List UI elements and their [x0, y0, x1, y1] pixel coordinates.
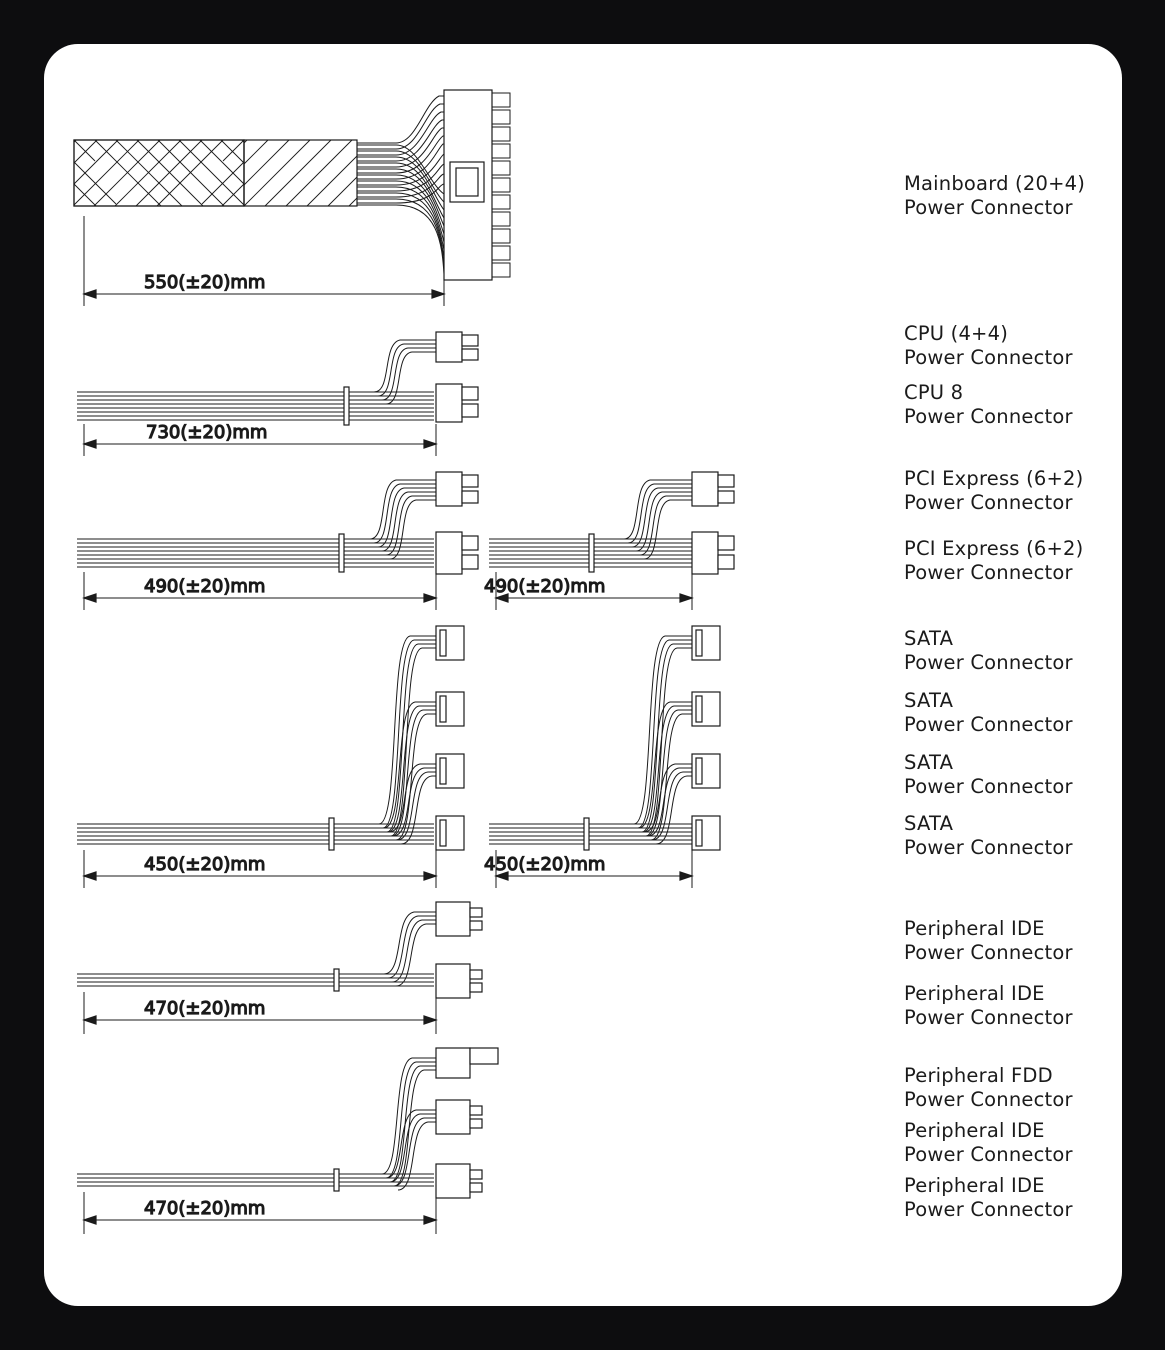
label-cpu-44 [904, 322, 1073, 369]
sata-left-cable-group [77, 626, 464, 888]
label-ide-1 [904, 917, 1073, 964]
label-sata-1-line2: Power Connector [904, 650, 1073, 674]
dim-sata-left: 450(±20)mm [144, 854, 266, 875]
label-ide-3-line1: Peripheral IDE [904, 1119, 1045, 1142]
dim-cpu: 730(±20)mm [146, 422, 268, 443]
label-fdd [904, 1064, 1073, 1111]
pcie-left-cable-group [77, 472, 478, 610]
label-ide-2-line1: Peripheral IDE [904, 982, 1045, 1005]
label-fdd-line2: Power Connector [904, 1087, 1073, 1111]
label-cpu-44-line2: Power Connector [904, 345, 1073, 369]
label-sata-3-line1: SATA [904, 751, 954, 774]
label-ide-4-line2: Power Connector [904, 1197, 1073, 1221]
cpu-cable-group [77, 332, 478, 456]
label-cpu-44-line1: CPU (4+4) [904, 322, 1009, 345]
ide-upper-cable-group [77, 902, 482, 1034]
label-pcie-2 [904, 537, 1083, 584]
label-sata-2 [904, 689, 1073, 736]
ide-lower-cable-group [77, 1048, 498, 1234]
label-pcie-1-line2: Power Connector [904, 490, 1073, 514]
diagram-card [44, 44, 1122, 1306]
label-sata-4-line2: Power Connector [904, 835, 1073, 859]
label-ide-1-line2: Power Connector [904, 940, 1073, 964]
label-ide-3 [904, 1119, 1073, 1166]
connector-label-column [904, 44, 1134, 1306]
label-sata-1-line1: SATA [904, 627, 954, 650]
label-mainboard-line2: Power Connector [904, 195, 1073, 219]
label-pcie-2-line1: PCI Express (6+2) [904, 537, 1084, 560]
label-ide-3-line2: Power Connector [904, 1142, 1073, 1166]
label-mainboard [904, 172, 1085, 219]
label-fdd-line1: Peripheral FDD [904, 1064, 1053, 1087]
label-sata-4-line1: SATA [904, 812, 954, 835]
label-sata-1 [904, 627, 1073, 674]
dim-sata-right: 450(±20)mm [484, 854, 606, 875]
dim-ide-upper: 470(±20)mm [144, 998, 266, 1019]
dim-mainboard: 550(±20)mm [144, 272, 266, 293]
label-cpu-8-line1: CPU 8 [904, 381, 964, 404]
label-ide-4 [904, 1174, 1073, 1221]
label-ide-2 [904, 982, 1073, 1029]
label-ide-4-line1: Peripheral IDE [904, 1174, 1045, 1197]
label-sata-2-line2: Power Connector [904, 712, 1073, 736]
label-cpu-8 [904, 381, 1073, 428]
label-sata-4 [904, 812, 1073, 859]
label-ide-2-line2: Power Connector [904, 1005, 1073, 1029]
label-pcie-1 [904, 467, 1083, 514]
label-sata-3-line2: Power Connector [904, 774, 1073, 798]
sata-right-cable-group [489, 626, 720, 888]
label-pcie-2-line2: Power Connector [904, 560, 1073, 584]
label-sata-3 [904, 751, 1073, 798]
dim-pcie-right: 490(±20)mm [484, 576, 606, 597]
dim-pcie-left: 490(±20)mm [144, 576, 266, 597]
label-mainboard-line1: Mainboard (20+4) [904, 172, 1086, 195]
label-pcie-1-line1: PCI Express (6+2) [904, 467, 1084, 490]
label-sata-2-line1: SATA [904, 689, 954, 712]
label-ide-1-line1: Peripheral IDE [904, 917, 1045, 940]
dim-ide-lower: 470(±20)mm [144, 1198, 266, 1219]
label-cpu-8-line2: Power Connector [904, 404, 1073, 428]
mainboard-cable-group [74, 90, 510, 306]
